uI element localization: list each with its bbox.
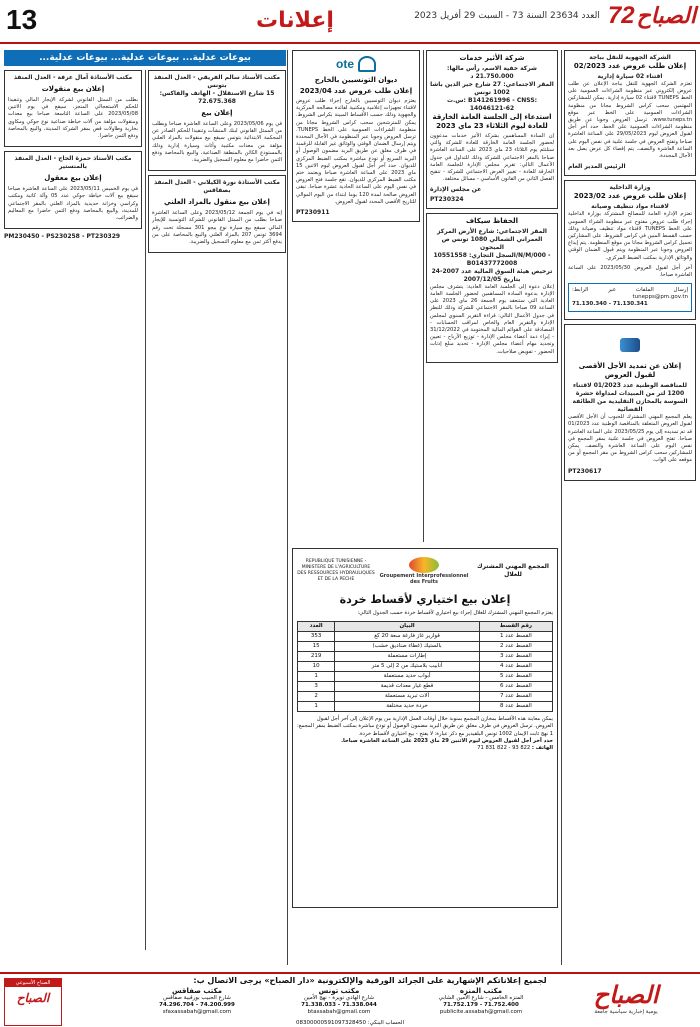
qty-cell: 3	[298, 682, 335, 692]
office-sfax	[128, 988, 266, 1016]
office-phone: 74.296.704 - 74.200.999	[159, 1002, 235, 1008]
qty-cell: 2	[298, 692, 335, 702]
desc-cell: خردة حديد مختلفة	[335, 702, 480, 712]
qty-cell: 1	[298, 672, 335, 682]
cgf-logo	[568, 332, 692, 358]
sale-deadline: حدد آخر أجل لقبول العروض ليوم الاثنين 29 ماي 2023 على الساعة العاشرة صباحا.	[341, 737, 553, 744]
office-phone: 71.338.033 - 71.338.044	[301, 1002, 377, 1008]
tender-notice-transport	[564, 50, 696, 176]
column-header-desc: البيان	[335, 622, 480, 632]
right-column	[564, 50, 696, 962]
office-name: مكتب الأستاذ حمزة الحاج - العدل المنفذ بالمنستير	[14, 155, 132, 171]
table-row	[298, 692, 553, 702]
sale-intro: يعتزم المجمع المهني المشترك للغلال إجراء بيع اختياري لأقساط خردة حسب الجدول التالي:	[357, 610, 553, 616]
notice-org: الشركة الجهوية للنقل بباجة	[589, 54, 671, 61]
notice-body: يعلم المجمع المهني المشترك للحبوب أن الأجل الأقصى لقبول العروض المتعلقة بالمناقصة الوطنية عدد 01/2023 قد تم تمديده إلى يوم 2023/05/25 على الساعة العاشرة صباحا. تفتح العروض في جلسة علنية بمقر المجمع في نفس اليوم على الساعة العاشرة والنصف. يمكن للمشاركين سحب كراس الشروط من مقر المجمع أو من موقعه على الواب.	[568, 414, 692, 464]
notice-code: PT230617	[568, 467, 602, 475]
newspaper-logo[interactable]	[608, 2, 696, 30]
section-title: إعلانات	[256, 8, 334, 33]
desc-cell: أنابيب بلاستيك من 2 إلى 5 متر	[335, 662, 480, 672]
desc-cell: آلات تبريد مستعملة	[335, 692, 480, 702]
judicial-sale-1	[148, 70, 286, 171]
lot-cell: القسط عدد 2	[479, 642, 552, 652]
judicial-sale-3	[4, 70, 142, 147]
notice-code: PT230911	[296, 209, 330, 217]
office-name: مكتب الأستاذة نورة الكيلاني - العدل المنفذ بصفاقس	[154, 179, 280, 195]
extension-notice-cereals	[564, 324, 696, 481]
sale-body: في يوم الخميس 2023/05/11 على الساعة العاشرة صباحا سيقع بيع آلات خياطة جوكي عدد 05 وآلة كاتبة ومكتب وكراسي وخزانة حديدية بالمزاد العلني بالمقر الاجتماعي للمدينة، والبيع بالمحاصة ودفع الثمن حاضرا مع المعاليم والضرائب.	[8, 186, 138, 222]
weekly-tag: الصباح الأسبوعي	[5, 979, 61, 987]
lot-cell: القسط عدد 8	[479, 702, 552, 712]
tender-notice-ote	[292, 50, 420, 222]
office-name: مكتب الأستاذ سالم الفريقي - العدل المنفذ بتونس	[153, 74, 281, 89]
sale-title: إعلان بيع اختياري لأقساط خردة	[339, 593, 511, 606]
fruit-logo-icon	[409, 557, 439, 573]
sale-title: إعلان بيع معقول	[44, 174, 102, 183]
table-header-row	[298, 622, 553, 632]
notice-body: يعتزم ديوان التونسيين بالخارج إجراء طلب عروض لاقتناء تجهيزات إعلامية ومكتبية لفائدة مصالحه المركزية والجهوية وذلك حسب الأقساط المبينة بكراس الشروط. يمكن للمترشحين سحب كراس الشروط مجانا من منظومة الشراءات العمومية على الخط TUNEPS. ترسل العروض وجوبا عبر المنظومة في الآجال المحددة ويتم إرسال الضمان الوقتي والوثائق غير القابلة للرقمنة في ظرف مغلق عن طريق البريد مضمون الوصول أو البريد السريع أو تودع مباشرة بمكتب الضبط المركزي للديوان. حدد آخر أجل لقبول العروض ليوم الاثنين 15 ماي 2023 على الساعة العاشرة صباحا ويعتمد ختم مكتب الضبط المركزي للديوان. تقع جلسة فتح العروض في نفس اليوم على الساعة الحادية عشرة صباحا. تبقى العروض صالحة لمدة 120 يوما ابتداء من اليوم الموالي للتاريخ الأقصى المحدد لقبول العروض.	[296, 98, 416, 205]
arabic-org-label: المجمع المهني المشترك للغلال	[477, 563, 549, 578]
phone-number: 71 831 822 - 93 822	[477, 745, 531, 752]
lot-cell: القسط عدد 6	[479, 682, 552, 692]
notice-title: إعلان طلب عروض عدد 2023/02	[573, 192, 687, 201]
table-row	[298, 682, 553, 692]
desc-cell: قوارير غاز فارغة سعة 20 كغ	[335, 632, 480, 642]
office-menzah	[412, 988, 550, 1016]
office-label: مكتب صفاقس	[171, 987, 223, 995]
middle-left-column	[292, 50, 420, 542]
republic-label: REPUBLIQUE TUNISIENNE - MINISTERE DE L'AGRICULTURE DES RESSOURCES HYDRAULIQUES ET DE LA PECHE	[297, 559, 375, 582]
column-divider	[423, 50, 424, 542]
masthead	[414, 2, 696, 30]
desc-cell: إطارات مستعملة	[335, 652, 480, 662]
table-row	[298, 652, 553, 662]
ote-logo-icon	[358, 56, 376, 72]
office-tunis	[270, 988, 408, 1016]
bank-account: الحساب البنكي: 08300000591097328450	[295, 1020, 404, 1026]
desc-cell: قطع غيار معدات قديمة	[335, 682, 480, 692]
page-header	[0, 0, 700, 44]
notice-subtitle: لاقتناء مواد تنظيف وصيانة	[591, 203, 669, 211]
footer-logo-text: الصباح	[593, 980, 659, 1009]
office-label: مكتب المنزه	[459, 987, 503, 995]
notice-codes: PM230450 - PS230258 - PT230329	[4, 233, 121, 241]
office-email[interactable]: publicite.assabah@gmail.com	[439, 1009, 523, 1015]
tender-notice-interior	[564, 180, 696, 320]
qty-cell: 10	[298, 662, 335, 672]
company-name: الحفاظ سيكاف	[465, 216, 519, 225]
company-name: شركة الأثير خدمات	[459, 54, 525, 62]
issue-info: العدد 23634 السنة 73 - السبت 29 أفريل 2023	[414, 11, 600, 21]
footer-logo-caption: يومية إخبارية سياسية جامعة	[594, 1009, 658, 1015]
sale-body: بطلب من الممثل القانوني لشركة الإيجار المالي وتنفيذا للحكم الاستعجالي المنجز، سيقع في يوم الاثنين 2023/05/08 على الساعة التاسعة صباحا بيع معدات ومنقولات مؤلفة من آلات خياطة صناعية نوع جوكي ومكاوي بخارية وطاولات قص بمقر الشركة المدينة، والبيع بالمحاصة ودفع الثمن حاضرا.	[8, 97, 138, 140]
notice-body: تعتزم الشركة الجهوية للنقل بباجة الإعلان عن طلب عروض إلكتروني عبر منظومة الشراءات العمومية على الخط TUNEPS لاقتناء 02 سيارة إدارية. يمكن للمشاركين المهتمين سحب كراس الشروط مجانا من منظومة الشراءات العمومية على الخط عبر موقع www.tuneps.tn. ترسل العروض وجوبا عن طريق منظومة الشراءات العمومية على الخط. حدد آخر أجل لقبول العروض ليوم 29/05/2023 على الساعة العاشرة صباحا وتفتح العروض في جلسة علنية في نفس اليوم على الساعة العاشرة والنصف. يتم إقصاء كل عرض يصل بعد الآجال المحددة.	[568, 81, 692, 160]
column-header-lot: رقم القسط	[479, 622, 552, 632]
scrap-sale-notice	[292, 548, 558, 908]
ote-logo-text: ote	[336, 57, 354, 71]
desc-cell: بالستيك (غطاء صناديق خشب)	[335, 642, 480, 652]
license-heading: ترخيص هيئة السوق المالية عدد 2007-24 بتاريخ 2007/12/05	[431, 267, 553, 283]
general-assembly-notice-sicav	[426, 213, 558, 363]
gif-logo-text: Groupement Interprofessionnel des Fruits	[379, 573, 469, 585]
assembly-body: إعلان دعوة إلى الجلسة العامة العادية: يتشرف مجلس الإدارة بدعوة السادة المساهمين لحضور الجلسة العامة العادية التي ستنعقد يوم الجمعة 26 ماي 2023 على الساعة 09 صباحا بالمقر الاجتماعي للشركة وذلك للنظر في جدول الأعمال التالي: قراءة التقرير السنوي لمجلس الإدارة والتقرير العام والخاص لمراقب الحسابات - المصادقة على القوائم المالية المختومة في 31/12/2022 - إبراء ذمة أعضاء مجلس الإدارة - توزيع الأرباح - تعيين وتجديد مهام أعضاء مجلس الإدارة - تحديد مبلغ إذنات الحضور - تفويض صلاحيات.	[430, 283, 555, 355]
page-number: 13	[6, 4, 38, 35]
logo-number: 72	[607, 2, 635, 29]
judicial-sale-2	[148, 175, 286, 253]
sale-body: في يوم 2023/05/06 وعلى الساعة العاشرة صباحا وبطلب من الممثل القانوني لبنك المنشآت وتنفيذا للحكم الصادر عن المحكمة الابتدائية بتونس سيقع بيع منقولات بالمزاد العلني مؤلفة من معدات مكتبية وأثاث وسيارة إدارية وذلك بالمستودع الكائن بالمنطقة الصناعية، والبيع بالمحاصة ودفع الثمن حاضرا مع معلوم التسجيل والضريبة.	[152, 121, 282, 164]
page-footer	[0, 972, 700, 1027]
assembly-body: إن السادة المساهمين بشركة الأثير خدمات مدعوون لحضور الجلسة العامة الخارقة للعادة للشركة والتي ستلتئم يوم الثلاثاء 23 ماي 2023 على الساعة العاشرة صباحا بالمقر الاجتماعي للشركة وذلك للتداول في جدول الأعمال التالي: تقرير مجلس الإدارة للجلسة العامة الخارقة للعادة - تغيير الغرض الاجتماعي للشركة - تنقيح الفصل الثاني من القانون الأساسي - مسائل مختلفة.	[430, 133, 554, 183]
notice-code: PT230324	[430, 195, 464, 203]
judicial-sales-banner: بيوعات عدلية... بيوعات عدلية... بيوعات عدلية...	[4, 50, 286, 66]
weekly-name: الصباح	[16, 991, 50, 1005]
column-divider	[287, 50, 288, 965]
office-phone: 71.752.179 - 71.752.400	[443, 1002, 519, 1008]
desc-cell: أبواب حديد مستعملة	[335, 672, 480, 682]
middle-right-column	[426, 50, 558, 542]
lot-cell: القسط عدد 4	[479, 662, 552, 672]
cgf-logo-icon	[620, 338, 640, 352]
org-caption: ديوان التونسيين بالخارج	[314, 76, 398, 84]
office-address: المنزه الخامس - شارع الأمين الشابي	[438, 995, 524, 1001]
notice-title: إعلان طلب عروض عدد 02/2023	[573, 62, 687, 70]
sale-phone-line	[297, 745, 553, 752]
logo-word: الصباح	[636, 3, 696, 29]
sale-title: إعلان بيع منقولات	[41, 85, 105, 93]
qty-cell: 219	[298, 652, 335, 662]
qty-cell: 1	[298, 702, 335, 712]
sale-body: يمكن معاينة هذه الأقساط بمخازن المجمع بمنوبة خلال أوقات العمل الإدارية من يوم الإعلان إلى آخر أجل لقبول العروض. ترسل العروض في ظرف مغلق عن طريق البريد مضمون الوصول أو تودع مباشرة بمكتب الضبط بمقر المجمع: 1 نهج ثابت الإيمان 1002 تونس البلفيدير مع ذكر عبارة: لا يفتح - بيع اختياري لأقساط خردة.	[297, 716, 553, 737]
office-address: شارع الحبيب بورقيبة صفاقس	[163, 995, 231, 1001]
lot-cell: القسط عدد 7	[479, 692, 552, 702]
notice-signature: الرئيس المدير العام	[568, 163, 626, 171]
assembly-heading: استدعاء إلى الجلسة العامة الخارقة للعادة ليوم الثلاثاء 23 ماي 2023	[432, 113, 552, 130]
company-capital: شركة خفية الاسم، رأس مالها: 21.750.000 د	[447, 65, 537, 80]
tuneps-email[interactable]: إرسال الملفات عبر الرابط: tunepps@pm.gov.tn	[572, 287, 688, 301]
footer-logo-weekly[interactable]	[4, 978, 62, 1026]
table-row	[298, 632, 553, 642]
judicial-sales-list	[4, 70, 286, 950]
sale-body: إنه في يوم الجمعة 2023/05/12 وعلى الساعة العاشرة صباحا بطلب من الممثل القانوني للشركة التونسية للإيجار المالي سيقع بيع سيارة نوع بيجو 301 مسجلة تحت رقم 3694 تونس 207 بالمزاد العلني والبيع بالمحاصة على من يدفع أكثر ثمن مع معلوم التسجيل والضريبة.	[152, 210, 283, 246]
office-email[interactable]: sfaxassabah@gmail.com	[162, 1009, 232, 1015]
notice-org: وزارة الداخلية	[609, 184, 651, 192]
sale-title: إعلان بيع منقول بالمزاد العلني	[164, 198, 270, 207]
lots-table-body	[298, 632, 553, 712]
office-email[interactable]: btassabah@gmail.com	[307, 1009, 371, 1015]
general-assembly-notice-athir	[426, 50, 558, 209]
company-address: المقر الاجتماعي: 27 شارع خير الدين باشا 1002 تونس	[430, 81, 554, 96]
office-label: مكتب تونس	[318, 987, 360, 995]
table-row	[298, 672, 553, 682]
company-ids: س.ت: B141261996 - CNSS: 14046121-62	[446, 97, 538, 112]
tuneps-contact-box	[568, 283, 692, 312]
notice-subtitle: اقتناء 02 سيارة إدارية	[597, 73, 663, 80]
sale-logos	[297, 553, 553, 589]
notice-body: تعتزم الإدارة العامة للمصالح المشتركة بوزارة الداخلية إجراء طلب عروض مفتوح عبر منظومة الشراء العمومي على الخط TUNEPS لاقتناء مواد تنظيف وصيانة وذلك حسب القسط المبين في كراس الشروط. على المشاركين تحميل كراس الشروط مجانا من موقع المنظومة. يتم إيداع العروض وجوبا عبر المنظومة ويتم قبول الضمان الوقتي والوثائق الإدارية بمكتب الضبط المركزي.	[568, 211, 693, 261]
qty-cell: 353	[298, 632, 335, 642]
left-column	[4, 50, 286, 962]
sale-title: إعلان بيع	[201, 109, 233, 117]
company-address: المقر الاجتماعي: شارع الأرض المركز العمراني الشمالي 1080 تونس ص الميحون	[437, 227, 547, 251]
lot-cell: القسط عدد 5	[479, 672, 552, 682]
notice-subtitle: للمناقصة الوطنية عدد 01/2023 لاقتناء 1200 لتر من المبيدات لمداواة حشرة السوسة بالمخازن التقليدية من الطائفة القضائية	[572, 382, 688, 414]
office-address: 15 شارع الاستقلال - الهاتف والفاكس: 72.675.368	[159, 90, 275, 105]
notice-title: إعلان عن تمديد الأجل الأقصى لقبول العروض	[578, 362, 682, 380]
footer-logo-assabah[interactable]	[556, 980, 696, 1015]
phone-label: الهاتف :	[531, 745, 553, 752]
column-divider	[561, 50, 562, 965]
contact-phones: 71.130.340 - 71.130.341	[572, 301, 648, 308]
lots-table	[297, 621, 553, 712]
company-ids: السجل التجاري: 10551558/N/M/000 - B01437772008	[433, 251, 551, 267]
column-header-qty: العدد	[298, 622, 335, 632]
gif-logo	[379, 557, 469, 585]
judicial-sale-4	[4, 151, 142, 229]
ote-logo	[296, 56, 416, 72]
office-name: مكتب الأستاذة آمال عرفة - العدل المنفذ	[13, 74, 133, 81]
qty-cell: 15	[298, 642, 335, 652]
notice-deadline: آخر أجل لقبول العروض 2023/05/30 على الساعة العاشرة صباحا.	[568, 264, 692, 279]
assembly-signature: عن مجلس الإدارة	[430, 186, 482, 194]
lot-cell: القسط عدد 1	[479, 632, 552, 642]
footer-title: لجميع إعلاناتكم الإشهارية على الجرائد الورقية والإلكترونية «دار الصباح» يرجى الاتصال ب:	[193, 976, 547, 985]
table-row	[298, 642, 553, 652]
notice-title: إعلان طلب عروض عدد 2023/04	[299, 87, 413, 95]
table-row	[298, 662, 553, 672]
lot-cell: القسط عدد 3	[479, 652, 552, 662]
office-address: شارع الهادي نويرة - نهج الأمين	[303, 995, 374, 1001]
table-row	[298, 702, 553, 712]
